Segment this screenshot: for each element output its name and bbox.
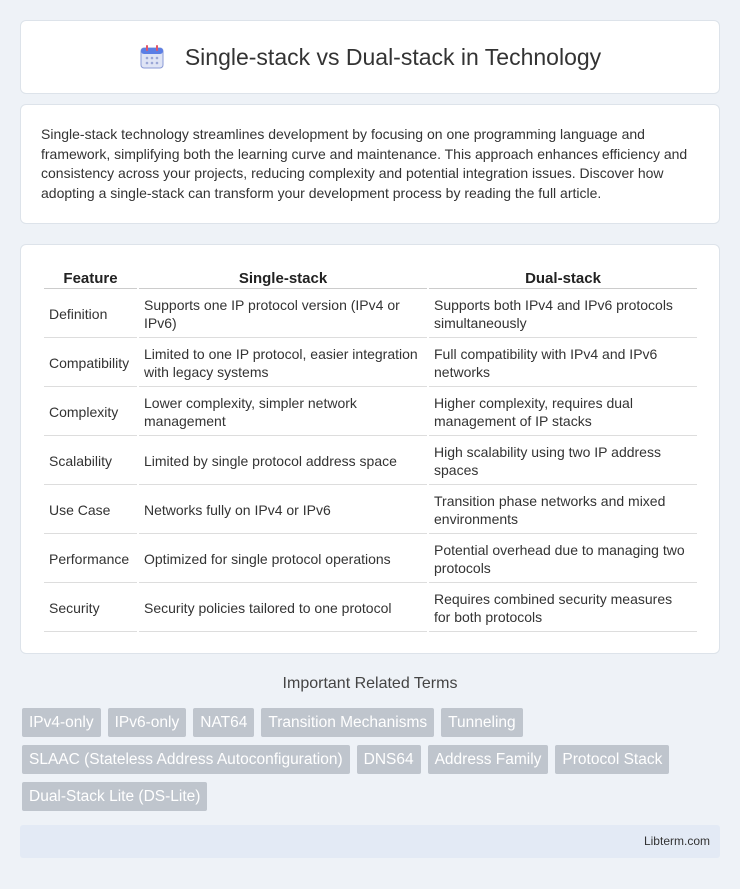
table-row <box>44 585 697 632</box>
page-title: Single-stack vs Dual-stack in Technology <box>184 43 602 70</box>
feature-cell: Security <box>44 585 137 632</box>
term-tag[interactable]: Address Family <box>428 745 549 774</box>
table-row <box>44 438 697 485</box>
feature-cell: Use Case <box>44 487 137 534</box>
table-row <box>44 389 697 436</box>
term-tag[interactable]: NAT64 <box>193 708 254 737</box>
dual-stack-cell: Higher complexity, requires dual management of IP stacks <box>429 389 697 436</box>
related-terms-list <box>22 708 722 819</box>
feature-cell: Scalability <box>44 438 137 485</box>
term-tag[interactable]: Protocol Stack <box>555 745 669 774</box>
footer <box>20 825 720 858</box>
single-stack-cell: Networks fully on IPv4 or IPv6 <box>139 487 427 534</box>
intro-text: Single-stack technology streamlines development by focusing on one programming language and framework, simplifying both the learning curve and maintenance. This approach enhances efficiency and consistency across your projects, reducing complexity and potential integration issues. Discover how adopting a single-stack can transform your development process by reading the full article. <box>41 126 688 201</box>
dual-stack-cell: High scalability using two IP address spaces <box>429 438 697 485</box>
single-stack-cell: Lower complexity, simpler network management <box>139 389 427 436</box>
term-tag[interactable]: Tunneling <box>441 708 523 737</box>
table-row <box>44 291 697 338</box>
header-card <box>20 20 720 94</box>
dual-stack-cell: Requires combined security measures for both protocols <box>429 585 697 632</box>
feature-cell: Performance <box>44 536 137 583</box>
term-tag[interactable]: SLAAC (Stateless Address Autoconfiguration) <box>22 745 350 774</box>
dual-stack-cell: Supports both IPv4 and IPv6 protocols simultaneously <box>429 291 697 338</box>
dual-stack-cell: Full compatibility with IPv4 and IPv6 networks <box>429 340 697 387</box>
single-stack-cell: Supports one IP protocol version (IPv4 or IPv6) <box>139 291 427 338</box>
table-row <box>44 340 697 387</box>
intro-card <box>20 104 720 224</box>
feature-cell: Definition <box>44 291 137 338</box>
column-header-single-stack: Single-stack <box>139 267 427 289</box>
related-terms-title: Important Related Terms <box>282 675 458 692</box>
single-stack-cell: Optimized for single protocol operations <box>139 536 427 583</box>
term-tag[interactable]: IPv4-only <box>22 708 101 737</box>
dual-stack-cell: Transition phase networks and mixed environments <box>429 487 697 534</box>
single-stack-cell: Limited by single protocol address space <box>139 438 427 485</box>
term-tag[interactable]: Transition Mechanisms <box>261 708 434 737</box>
table-row <box>44 487 697 534</box>
footer-site-link[interactable]: Libterm.com <box>643 834 710 848</box>
comparison-table <box>42 265 699 634</box>
single-stack-cell: Security policies tailored to one protocol <box>139 585 427 632</box>
column-header-dual-stack: Dual-stack <box>429 267 697 289</box>
table-row <box>44 536 697 583</box>
dual-stack-cell: Potential overhead due to managing two protocols <box>429 536 697 583</box>
term-tag[interactable]: IPv6-only <box>108 708 187 737</box>
comparison-card <box>20 244 720 654</box>
feature-cell: Compatibility <box>44 340 137 387</box>
term-tag[interactable]: Dual-Stack Lite (DS-Lite) <box>22 782 207 811</box>
single-stack-cell: Limited to one IP protocol, easier integration with legacy systems <box>139 340 427 387</box>
term-tag[interactable]: DNS64 <box>357 745 421 774</box>
calendar-icon <box>139 44 165 70</box>
column-header-feature: Feature <box>44 267 137 289</box>
feature-cell: Complexity <box>44 389 137 436</box>
table-header-row <box>44 267 697 289</box>
